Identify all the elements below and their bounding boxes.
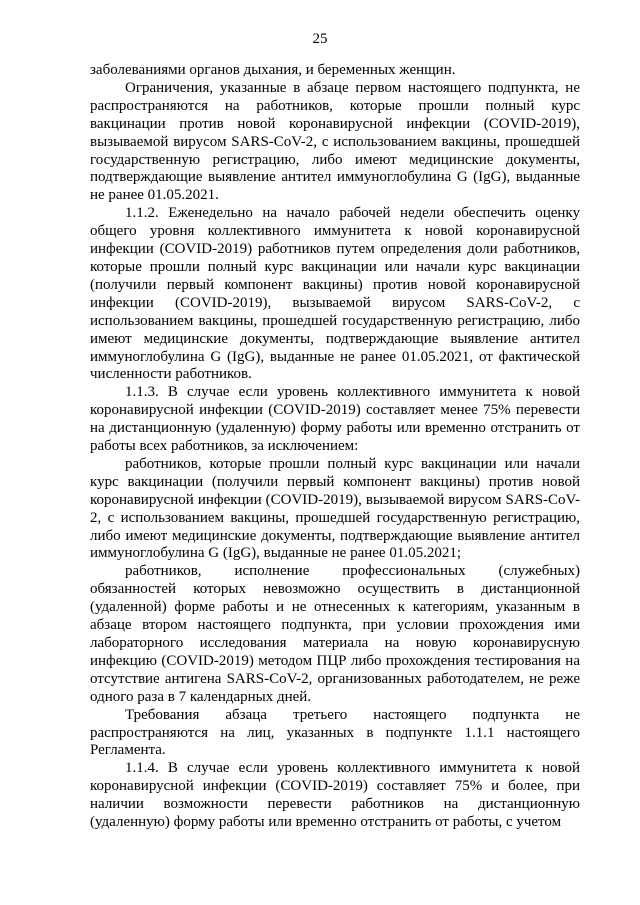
- document-content: [90, 62, 580, 832]
- paragraph: Ограничения, указанные в абзаце первом настоящего подпункта, не распространяются на работников, которые прошли полный курс вакцинации против новой коронавирусной инфекции (COVID-2019), вызываемой вирусом SARS-CoV-2, с использованием вакцины, прошедшей государственную регистрацию, либо имеют медицинские документы, подтверждающие выявление антител иммуноглобулина G (IgG), выданные не ранее 01.05.2021.: [90, 79, 580, 204]
- paragraph: Требования абзаца третьего настоящего подпункта не распространяются на лиц, указанных в подпункте 1.1.1 настоящего Регламента.: [90, 706, 580, 759]
- paragraph: заболеваниями органов дыхания, и беременных женщин.: [90, 62, 456, 78]
- paragraph: 1.1.3. В случае если уровень коллективного иммунитета к новой коронавирусной инфекции (COVID-2019) составляет менее 75% перевести на дистанционную (удаленную) форму работы или временно отстранить от работы всех работников, за исключением:: [90, 384, 580, 455]
- page-number: 25: [312, 31, 328, 47]
- paragraph: работников, которые прошли полный курс вакцинации или начали курс вакцинации (получили первый компонент вакцины) против новой коронавирусной инфекции (COVID-2019), вызываемой вирусом SARS-CoV-2, с использованием вакцины, прошедшей государственную регистрацию, либо имеют медицинские документы, подтверждающие выявление антител иммуноглобулина G (IgG), выданные не ранее 01.05.2021;: [90, 455, 580, 562]
- paragraph: 1.1.2. Еженедельно на начало рабочей недели обеспечить оценку общего уровня коллективного иммунитета к новой коронавирусной инфекции (COVID-2019) работников путем определения доли работников, которые прошли полный курс вакцинации или начали курс вакцинации (получили первый компонент вакцины) против новой коронавирусной инфекции (COVID-2019), вызываемой вирусом SARS-CoV-2, с использованием вакцины, прошедшей государственную регистрацию, либо имеют медицинские документы, подтверждающие выявление антител иммуноглобулина G (IgG), выданные не ранее 01.05.2021, от фактической численности работников.: [90, 205, 580, 383]
- paragraph: 1.1.4. В случае если уровень коллективного иммунитета к новой коронавирусной инфекции (COVID-2019) составляет 75% и более, при наличии возможности перевести работников на дистанционную (удаленную) форму работы или временно отстранить от работы, с учетом: [90, 760, 580, 831]
- paragraph: работников, исполнение профессиональных (служебных) обязанностей которых невозможно осуществить в дистанционной (удаленной) форме работы и не отнесенных к категориям, указанным в абзаце втором настоящего подпункта, при условии прохождения ими лабораторного исследования материала на новую коронавирусную инфекцию (COVID-2019) методом ПЦР либо прохождения тестирования на отсутствие антигена SARS-CoV-2, организованных работодателем, не реже одного раза в 7 календарных дней.: [90, 563, 580, 705]
